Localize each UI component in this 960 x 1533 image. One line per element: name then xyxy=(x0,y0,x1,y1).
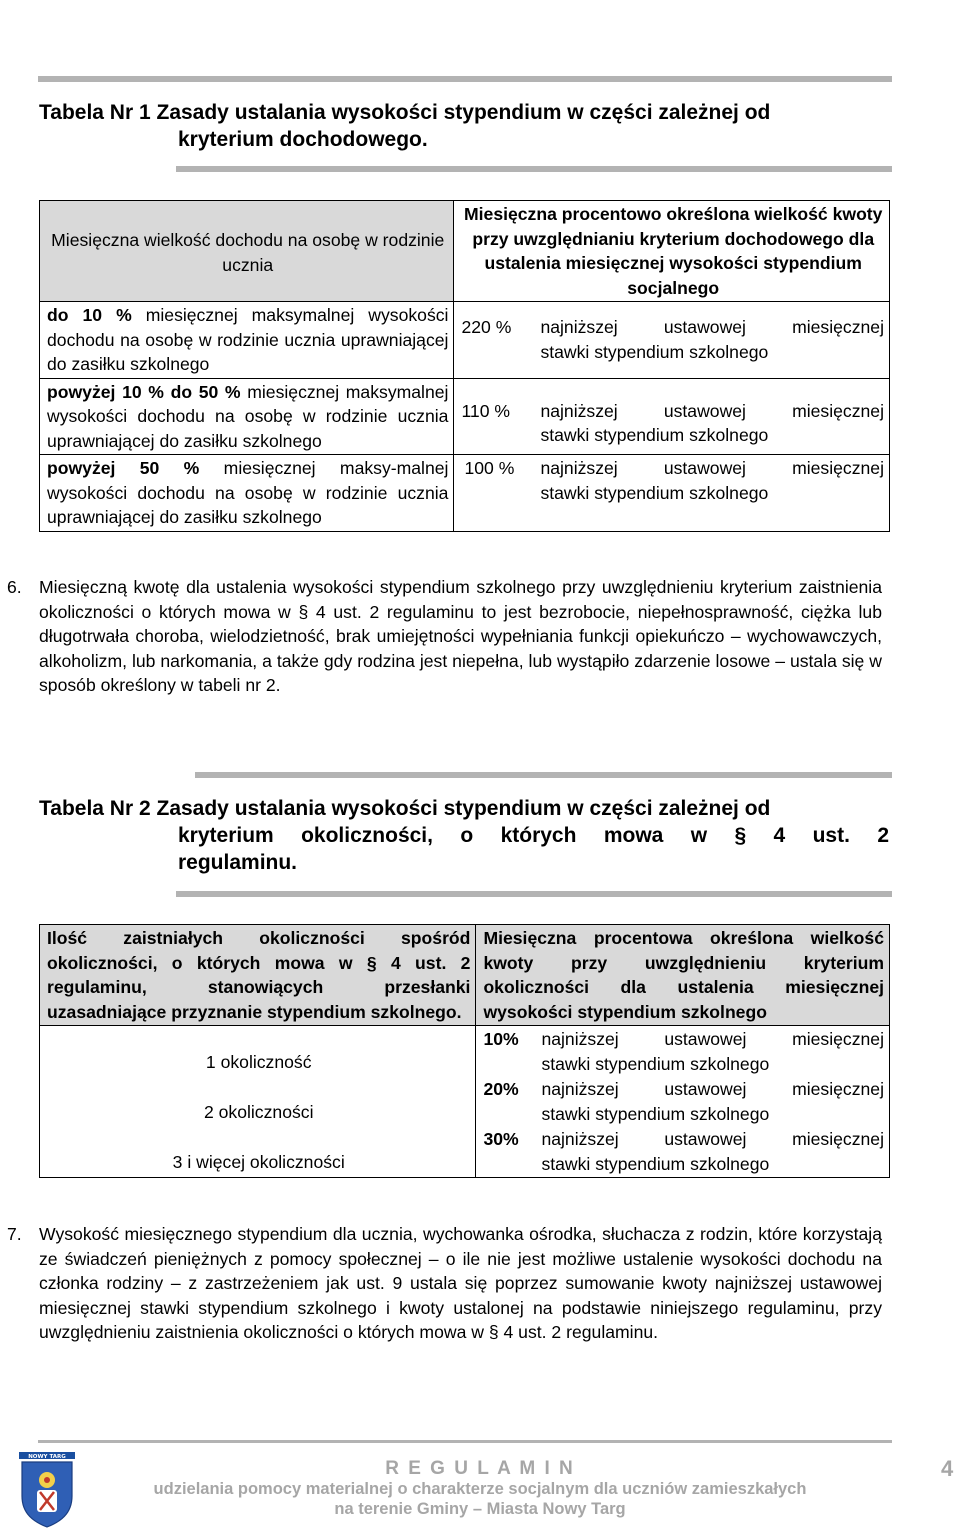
table2-body-right xyxy=(476,1026,890,1178)
table1-header-row xyxy=(40,201,890,302)
footer-line2: na terenie Gminy – Miasta Nowy Targ xyxy=(334,1500,626,1518)
paragraph-6 xyxy=(7,575,882,698)
table1-caption-line1: Tabela Nr 1 Zasady ustalania wysokości stypendium w części zależnej od xyxy=(39,101,771,124)
table2-caption-line3: regulaminu. xyxy=(178,851,298,874)
page-number: 4 xyxy=(941,1456,954,1481)
paragraph-6-number: 6. xyxy=(7,577,22,597)
logo-caption: NOWY TARG xyxy=(28,1453,66,1460)
table2-header-row xyxy=(40,925,890,1026)
table1-header-right: Miesięczna procentowo określona wielkość kwoty przy uwzględnianiu kryterium dochodowego dla ustalenia miesięcznej wysokości stypendium socjalnego xyxy=(454,201,890,302)
table1-caption-line2: kryterium dochodowego. xyxy=(178,128,428,151)
table2-body-row xyxy=(40,1026,890,1178)
table1-caption xyxy=(39,99,889,153)
table2-header-right: Miesięczna procentowa określona wielkość kwoty przy uwzględnieniu kryterium okoliczności dla ustalenia miesięcznej wysokości stypendium szkolnego xyxy=(476,925,890,1026)
table2-right-item-3: 30% najniższej ustawowej miesięcznej stawki stypendium szkolnego xyxy=(483,1129,884,1174)
table1-header-left: Miesięczna wielkość dochodu na osobę w rodzinie ucznia xyxy=(40,201,454,302)
table2-body-left xyxy=(40,1026,476,1178)
table2-item-2: 2 okoliczności xyxy=(203,1102,314,1122)
table2-top-rule xyxy=(195,772,892,778)
table1-row xyxy=(40,302,890,379)
table1-row1-right: 220 % najniższej ustawowej miesięcznej stawki stypendium szkolnego xyxy=(454,302,890,379)
table1-row3-pct: 100 % xyxy=(464,458,515,478)
table2-item-1: 1 okoliczność xyxy=(205,1052,312,1072)
table1-row2-left: powyżej 10 % do 50 % miesięcznej maksymalnej wysokości dochodu na osobę w rodzinie ucznia uprawniającej do zasiłku szkolnego xyxy=(40,378,454,455)
table2-item-3: 3 i więcej okoliczności xyxy=(172,1152,345,1172)
footer-rule xyxy=(38,1440,892,1443)
table2-right-item-1: 10% najniższej ustawowej miesięcznej stawki stypendium szkolnego xyxy=(483,1029,884,1074)
table1-row2-right: 110 % najniższej ustawowej miesięcznej stawki stypendium szkolnego xyxy=(454,378,890,455)
table1-row2-pct: 110 % xyxy=(461,400,511,421)
paragraph-7-number: 7. xyxy=(7,1224,22,1244)
paragraph-7-text: Wysokość miesięcznego stypendium dla ucznia, wychowanka ośrodka, słuchacza z rodzin, które korzystają ze świadczeń pieniężnych z pomocy społecznej – o ile nie jest możliwe ustalenie wysokości dochodu na członka rodziny – z zastrzeżeniem jak ust. 9 ustala się poprzez sumowanie kwoty najniższej ustawowej miesięcznej stawki stypendium szkolnego i kwoty ustalonej na podstawie niniejszego regulaminu, przy uwzględnieniu zaistnienia okoliczności o których mowa w § 4 ust. 2 regulaminu. xyxy=(39,1224,882,1342)
table2-header-left: Ilość zaistniałych okoliczności spośród okoliczności, o których mowa w § 4 ust. 2 regulaminu, stanowiących przesłanki uzasadniające przyznanie stypendium szkolnego. xyxy=(40,925,476,1026)
table2-caption-line2: kryterium okoliczności, o których mowa w § 4 ust. 2 xyxy=(178,824,889,847)
table1-row1-pct: 220 % xyxy=(461,317,512,338)
table2-caption xyxy=(39,795,889,876)
paragraph-7 xyxy=(7,1222,882,1345)
table2-caption-rule xyxy=(176,891,892,897)
table2-caption-line1: Tabela Nr 2 Zasady ustalania wysokości stypendium w części zależnej od xyxy=(39,797,771,820)
table1-row3-left: powyżej 50 % miesięcznej maksy-malnej wysokości dochodu na osobę w rodzinie ucznia uprawniającej do zasiłku szkolnego xyxy=(40,455,454,532)
table2 xyxy=(39,924,890,1178)
top-rule xyxy=(38,76,892,82)
footer-line1: udzielania pomocy materialnej o charakterze socjalnym dla uczniów zamieszkałych xyxy=(153,1480,807,1498)
table1-row3-right: 100 % najniższej ustawowej miesięcznej stawki stypendium szkolnego xyxy=(454,455,890,532)
table1-row xyxy=(40,378,890,455)
footer-title: R E G U L A M I N xyxy=(385,1458,575,1479)
table1-row xyxy=(40,455,890,532)
table1-caption-rule xyxy=(176,166,892,172)
table2-right-item-2: 20% najniższej ustawowej miesięcznej stawki stypendium szkolnego xyxy=(483,1079,884,1124)
table1 xyxy=(39,200,890,532)
paragraph-6-text: Miesięczną kwotę dla ustalenia wysokości stypendium szkolnego przy uwzględnieniu kryterium zaistnienia okoliczności o których mowa w § 4 ust. 2 regulaminu to jest bezrobocie, niepełnosprawność, ciężka lub długotrwała choroba, wielodzietność, brak umiejętności wypełniania funkcji opiekuńczo – wychowawczych, alkoholizm, lub narkomania, a także gdy rodzina jest niepełna, lub wystąpiło zdarzenie losowe – ustala się w sposób określony w tabeli nr 2. xyxy=(39,577,882,695)
table1-row1-left: do 10 % miesięcznej maksymalnej wysokości dochodu na osobę w rodzinie ucznia uprawniającej do zasiłku szkolnego xyxy=(40,302,454,379)
